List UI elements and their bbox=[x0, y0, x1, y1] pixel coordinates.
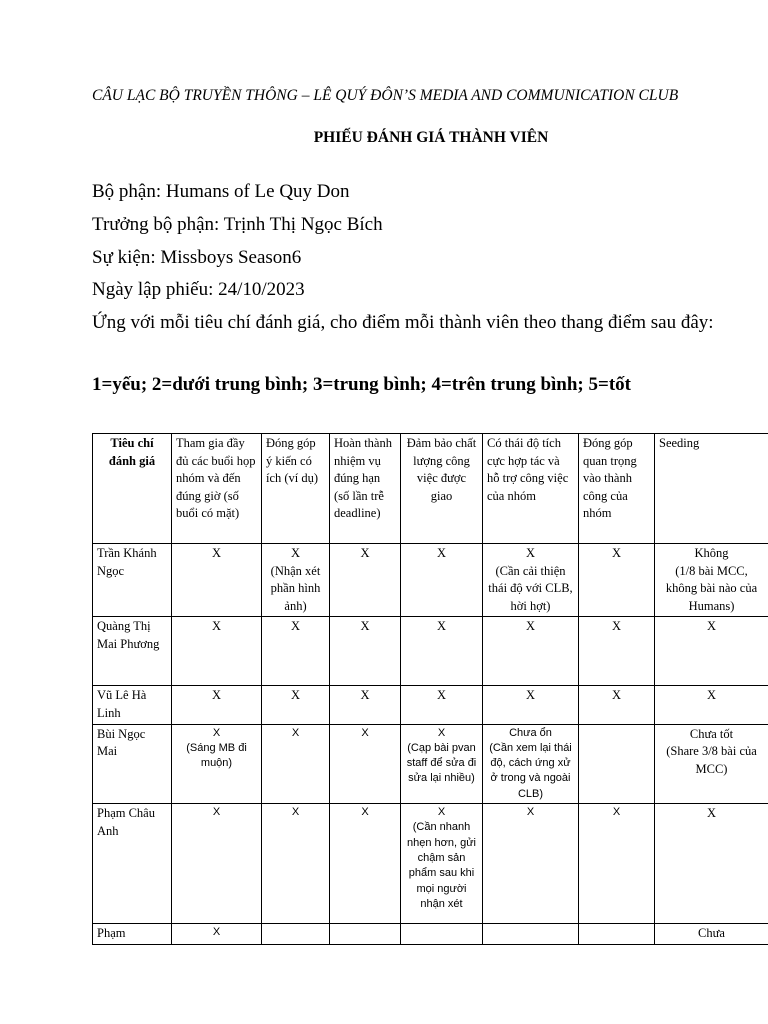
table-row bbox=[93, 686, 768, 724]
score-cell: X bbox=[401, 617, 483, 686]
score-cell: X bbox=[330, 617, 401, 686]
criterion-deadline: Hoàn thành nhiệm vụ đúng hạn (số lần trễ deadline) bbox=[330, 434, 401, 544]
score-cell: X (Cần cải thiện thái độ với CLB, hời hợt) bbox=[483, 544, 579, 617]
event-line: Sự kiện: Missboys Season6 bbox=[92, 246, 302, 268]
score-cell: X bbox=[330, 686, 401, 724]
member-name: Phạm Châu Anh bbox=[93, 804, 172, 924]
instruction-line: Ứng với mỗi tiêu chí đánh giá, cho điểm mỗi thành viên theo thang điểm sau đây: bbox=[92, 312, 714, 334]
table-row bbox=[93, 724, 768, 803]
score-cell: X bbox=[330, 804, 401, 924]
score-cell: X bbox=[579, 617, 655, 686]
score-cell: X bbox=[401, 686, 483, 724]
criterion-quality: Đảm bảo chất lượng công việc được giao bbox=[401, 434, 483, 544]
score-cell: X bbox=[172, 924, 262, 945]
criteria-header: Tiêu chí đánh giá bbox=[93, 434, 172, 544]
criterion-contribution-ideas: Đóng góp ý kiến có ích (ví dụ) bbox=[262, 434, 330, 544]
score-cell: X (Cần nhanh nhẹn hơn, gửi chậm sản phẩm sau khi mọi người nhận xét bbox=[401, 804, 483, 924]
form-title: PHIẾU ĐÁNH GIÁ THÀNH VIÊN bbox=[313, 129, 549, 146]
score-cell: X bbox=[483, 617, 579, 686]
evaluation-table bbox=[92, 433, 768, 945]
score-cell: X bbox=[330, 544, 401, 617]
score-cell bbox=[579, 724, 655, 803]
table-row bbox=[93, 617, 768, 686]
score-cell: X bbox=[172, 617, 262, 686]
score-cell: X bbox=[172, 544, 262, 617]
score-cell: X bbox=[483, 686, 579, 724]
score-cell: X bbox=[655, 617, 768, 686]
criterion-attitude: Có thái độ tích cực hợp tác và hỗ trợ công việc của nhóm bbox=[483, 434, 579, 544]
score-cell: X bbox=[172, 686, 262, 724]
header-row bbox=[93, 434, 768, 544]
member-name: Bùi Ngọc Mai bbox=[93, 724, 172, 803]
score-cell: X bbox=[262, 724, 330, 803]
score-cell bbox=[330, 924, 401, 945]
score-cell: X bbox=[655, 804, 768, 924]
criterion-seeding: Seeding bbox=[655, 434, 768, 544]
score-cell: Không (1/8 bài MCC, không bài nào của Humans) bbox=[655, 544, 768, 617]
score-cell: X bbox=[262, 686, 330, 724]
member-name: Trần Khánh Ngọc bbox=[93, 544, 172, 617]
rating-scale: 1=yếu; 2=dưới trung bình; 3=trung bình; 4=trên trung bình; 5=tốt bbox=[92, 374, 631, 395]
score-cell bbox=[483, 924, 579, 945]
score-cell bbox=[262, 924, 330, 945]
score-cell: Chưa ổn (Cần xem lại thái độ, cách ứng xử ở trong và ngoài CLB) bbox=[483, 724, 579, 803]
score-cell: X (Nhận xét phần hình ảnh) bbox=[262, 544, 330, 617]
score-cell: X (Sáng MB đi muộn) bbox=[172, 724, 262, 803]
score-cell: X bbox=[579, 686, 655, 724]
score-cell: X bbox=[655, 686, 768, 724]
score-cell: X bbox=[262, 804, 330, 924]
score-cell bbox=[401, 924, 483, 945]
department-line: Bộ phận: Humans of Le Quy Don bbox=[92, 181, 350, 202]
member-name: Quàng Thị Mai Phương bbox=[93, 617, 172, 686]
score-cell: X bbox=[330, 724, 401, 803]
score-cell bbox=[579, 924, 655, 945]
criterion-attendance: Tham gia đầy đủ các buổi họp nhóm và đến đúng giờ (số buổi có mặt) bbox=[172, 434, 262, 544]
score-cell: X bbox=[579, 804, 655, 924]
head-line: Trưởng bộ phận: Trịnh Thị Ngọc Bích bbox=[92, 213, 383, 235]
score-cell: X bbox=[172, 804, 262, 924]
table-row bbox=[93, 804, 768, 924]
table-row bbox=[93, 544, 768, 617]
info-block bbox=[92, 176, 742, 340]
date-line: Ngày lập phiếu: 24/10/2023 bbox=[92, 279, 305, 301]
score-cell: X bbox=[401, 544, 483, 617]
score-cell: Chưa tốt (Share 3/8 bài của MCC) bbox=[655, 724, 768, 803]
member-name: Vũ Lê Hà Linh bbox=[93, 686, 172, 724]
table-row bbox=[93, 924, 768, 945]
score-cell: X bbox=[262, 617, 330, 686]
score-cell: X bbox=[579, 544, 655, 617]
score-cell: Chưa bbox=[655, 924, 768, 945]
score-cell: X (Cạp bài pvan staff để sửa đi sửa lại nhiều) bbox=[401, 724, 483, 803]
criterion-key-contribution: Đóng góp quan trọng vào thành công của nhóm bbox=[579, 434, 655, 544]
score-cell: X bbox=[483, 804, 579, 924]
member-name: Phạm bbox=[93, 924, 172, 945]
club-name: CÂU LẠC BỘ TRUYỀN THÔNG – LÊ QUÝ ĐÔN’S MEDIA AND COMMUNICATION CLUB bbox=[92, 87, 679, 104]
